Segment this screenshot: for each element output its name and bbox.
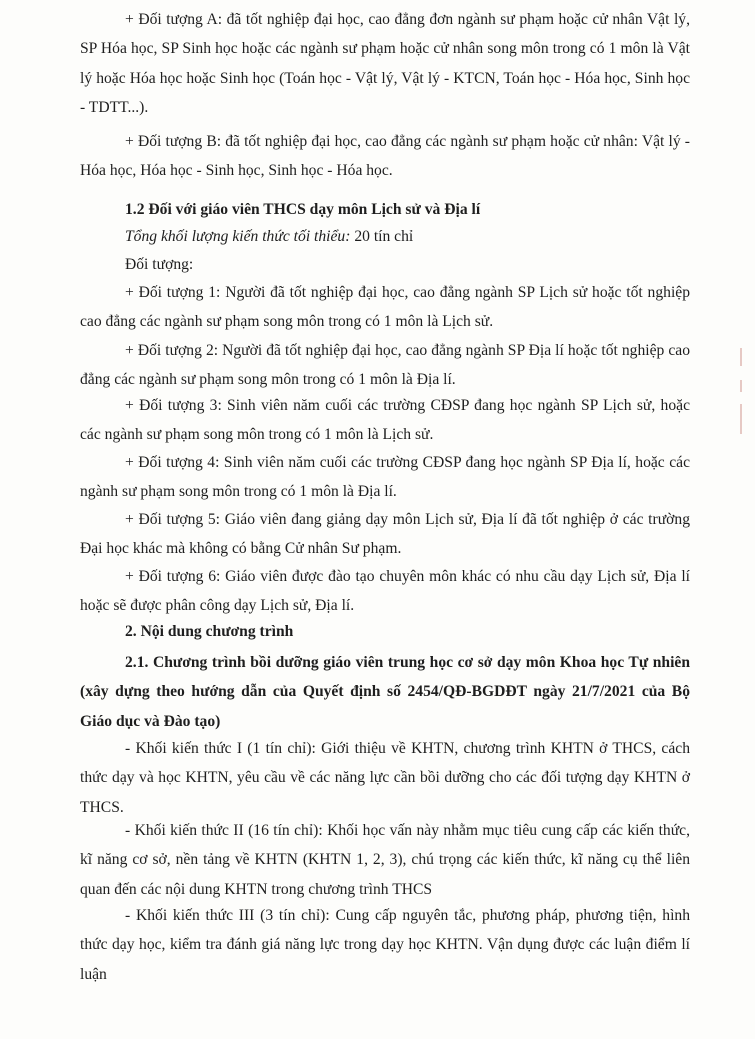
total-credits-value: 20 tín chỉ — [350, 228, 414, 245]
paragraph-doi-tuong-5: + Đối tượng 5: Giáo viên đang giảng dạy môn Lịch sử, Địa lí đã tốt nghiệp ở các trường Đại học khác mà không có bằng Cử nhân Sư phạm. — [80, 511, 690, 558]
targets-label: Đối tượng: — [125, 256, 194, 273]
paragraph-doi-tuong-4: + Đối tượng 4: Sinh viên năm cuối các trường CĐSP đang học ngành SP Địa lí, hoặc các ngành sư phạm song môn trong có 1 môn là Địa lí. — [80, 454, 690, 501]
paragraph-doi-tuong-1: + Đối tượng 1: Người đã tốt nghiệp đại học, cao đẳng ngành SP Lịch sử hoặc tốt nghiệp cao đẳng các ngành sư phạm song môn trong có 1 môn là Lịch sử. — [80, 284, 690, 331]
paragraph-doi-tuong-2: + Đối tượng 2: Người đã tốt nghiệp đại học, cao đẳng ngành SP Địa lí hoặc tốt nghiệp cao đẳng các ngành sư phạm song môn trong có 1 môn là Địa lí. — [80, 342, 690, 389]
paragraph-khoi-kien-thuc-3: - Khối kiến thức III (3 tín chỉ): Cung cấp nguyên tắc, phương pháp, phương tiện, hình thức dạy học, kiểm tra đánh giá năng lực trong dạy học KHTN. Vận dụng được các luận điểm lí luận — [80, 907, 690, 983]
total-credits-line — [80, 222, 690, 251]
paragraph-khoi-kien-thuc-1: - Khối kiến thức I (1 tín chỉ): Giới thiệu về KHTN, chương trình KHTN ở THCS, cách thức dạy và học KHTN, yêu cầu về các năng lực cần bồi dưỡng cho các đối tượng dạy KHTN ở THCS. — [80, 740, 690, 816]
heading-2-1: 2.1. Chương trình bồi dưỡng giáo viên trung học cơ sở dạy môn Khoa học Tự nhiên (xây dựng theo hướng dẫn của Quyết định số 2454/QĐ-BGDĐT ngày 21/7/2021 của Bộ Giáo dục và Đào tạo) — [80, 654, 690, 730]
scan-mark — [740, 348, 742, 366]
heading-1-2: 1.2 Đối với giáo viên THCS dạy môn Lịch sử và Địa lí — [125, 201, 481, 218]
paragraph-khoi-kien-thuc-2: - Khối kiến thức II (16 tín chỉ): Khối học vấn này nhằm mục tiêu cung cấp các kiến thức, kĩ năng cơ sở, nền tảng về KHTN (KHTN 1, 2, 3), chú trọng các kiến thức, kĩ năng cụ thể liên quan đến các nội dung KHTN trong chương trình THCS — [80, 822, 690, 898]
paragraph-doi-tuong-b: + Đối tượng B: đã tốt nghiệp đại học, cao đẳng các ngành sư phạm hoặc cử nhân: Vật lý - Hóa học, Hóa học - Sinh học, Sinh học - Hóa học. — [80, 133, 690, 180]
paragraph-doi-tuong-6: + Đối tượng 6: Giáo viên được đào tạo chuyên môn khác có nhu cầu dạy Lịch sử, Địa lí hoặc sẽ được phân công dạy Lịch sử, Địa lí. — [80, 568, 690, 615]
paragraph-doi-tuong-a: + Đối tượng A: đã tốt nghiệp đại học, cao đẳng đơn ngành sư phạm hoặc cử nhân Vật lý, SP Hóa học, SP Sinh học hoặc các ngành sư phạm hoặc cử nhân song môn trong có 1 môn là Vật lý hoặc Hóa học hoặc Sinh học (Toán học - Vật lý, Vật lý - KTCN, Toán học - Hóa học, Sinh học - TDTT...). — [80, 11, 690, 117]
scan-mark — [740, 380, 742, 392]
scan-mark — [740, 404, 742, 434]
heading-2: 2. Nội dung chương trình — [125, 623, 294, 640]
total-credits-label: Tổng khối lượng kiến thức tối thiểu: — [125, 228, 351, 245]
paragraph-doi-tuong-3: + Đối tượng 3: Sinh viên năm cuối các trường CĐSP đang học ngành SP Lịch sử, hoặc các ngành sư phạm song môn trong có 1 môn là Lịch sử. — [80, 397, 690, 444]
